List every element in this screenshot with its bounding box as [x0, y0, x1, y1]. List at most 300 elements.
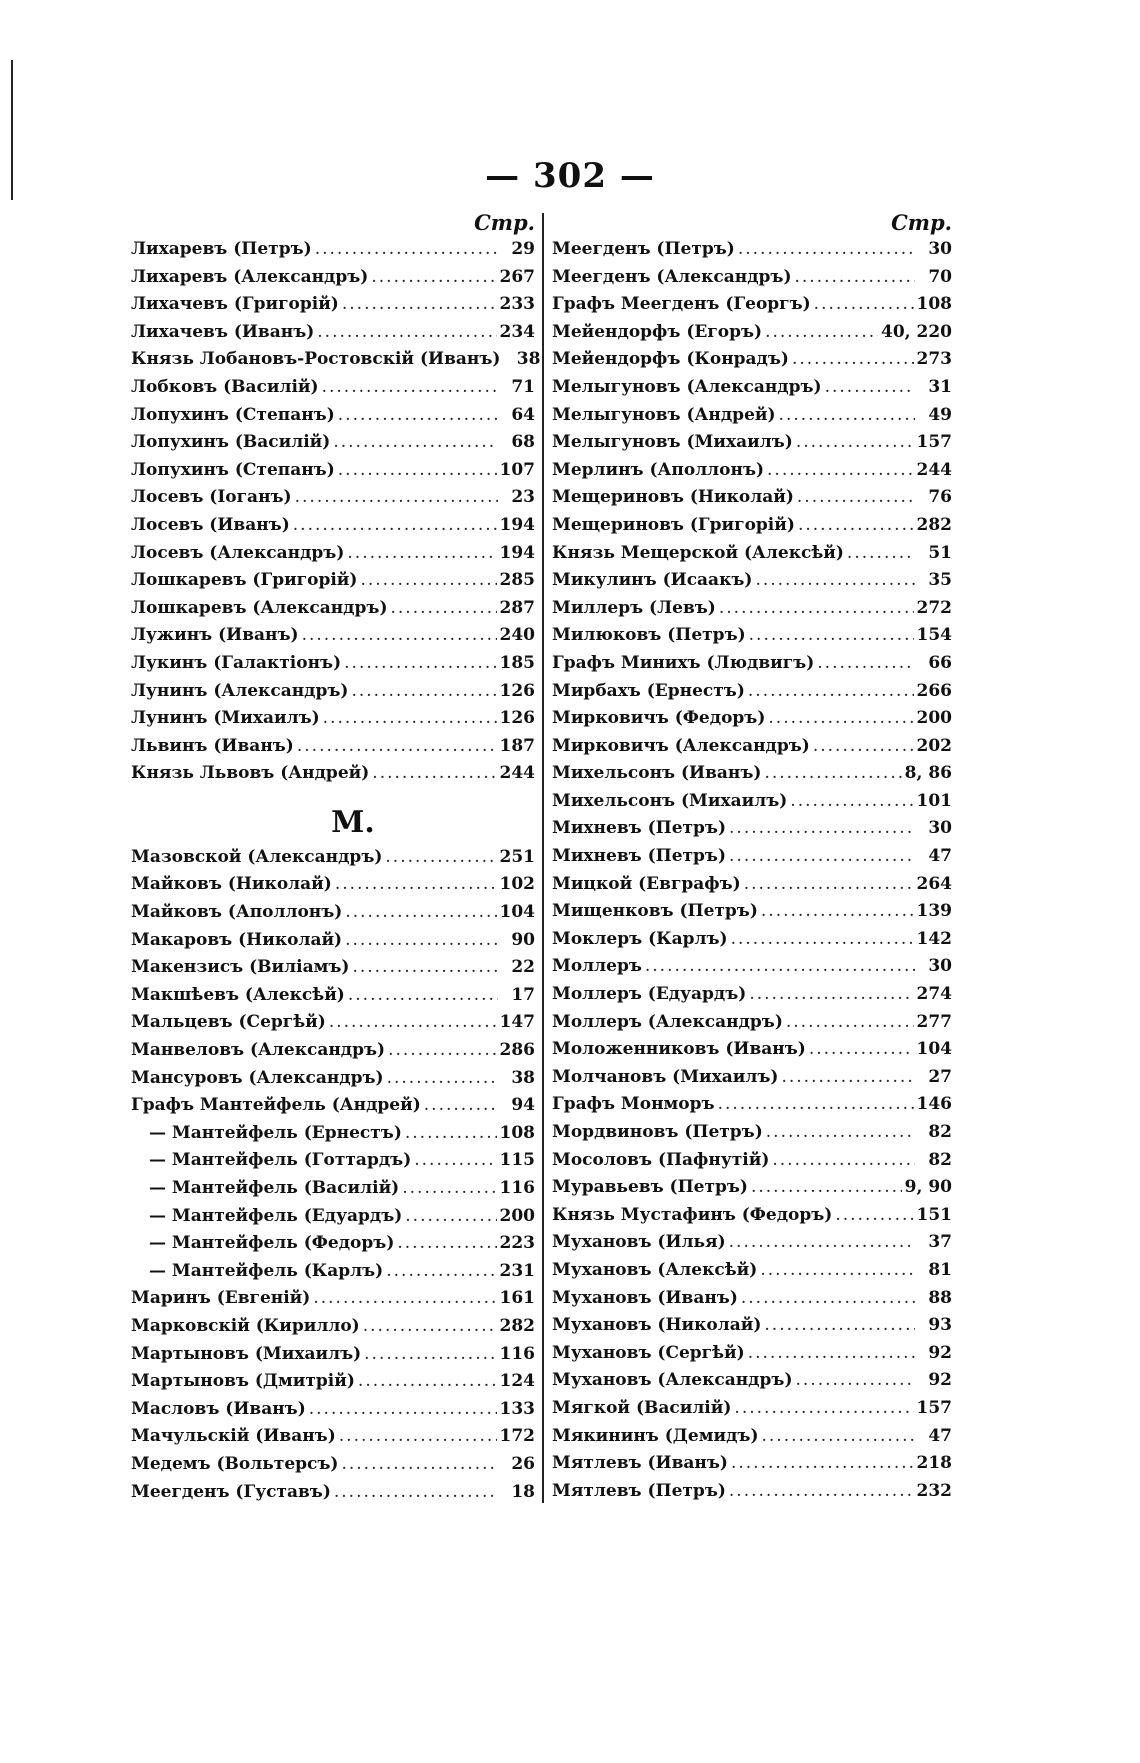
entry-page: 17 [511, 984, 535, 1005]
entry-name: Микулинъ (Исаакъ) [552, 570, 753, 591]
entry-page: 88 [928, 1287, 952, 1308]
entry-page: 264 [916, 873, 952, 894]
entry-name: Мухановъ (Сергѣй) [552, 1342, 745, 1363]
entry-name: Медемъ (Вольтерсъ) [131, 1453, 339, 1474]
leader-dots [302, 622, 497, 650]
leader-dots [792, 346, 914, 374]
leader-dots [755, 567, 915, 595]
index-entry [552, 512, 952, 540]
leader-dots [729, 1229, 915, 1257]
index-entry [552, 595, 952, 623]
index-entry [131, 429, 535, 457]
entry-page: 29 [511, 239, 535, 259]
entry-page: 93 [928, 1315, 952, 1336]
entry-name: Мицкой (Евграфъ) [552, 873, 741, 894]
entry-name: Мансуровъ (Александръ) [131, 1067, 384, 1088]
leader-dots [385, 844, 496, 872]
entry-page: 172 [499, 1426, 535, 1447]
index-entry [552, 650, 952, 678]
leader-dots [397, 1230, 496, 1258]
index-entry [552, 291, 952, 319]
leader-dots [391, 595, 497, 623]
leader-dots [334, 1479, 498, 1507]
entry-name: Лопухинъ (Степанъ) [131, 404, 335, 425]
leader-dots [339, 1423, 497, 1451]
leader-dots [315, 236, 498, 264]
entry-name: Майковъ (Николай) [131, 874, 332, 895]
right-column [552, 210, 952, 1505]
index-entry [552, 1257, 952, 1285]
page-column-header: Стр. [891, 210, 952, 235]
entry-page: 234 [499, 321, 535, 342]
leader-dots [387, 1065, 498, 1093]
entry-page: 47 [928, 846, 952, 867]
entry-name: Мирковичъ (Федоръ) [552, 708, 766, 729]
leader-dots [313, 1285, 496, 1313]
entry-name: Лошкаревъ (Александръ) [131, 597, 388, 618]
leader-dots [388, 1037, 496, 1065]
entry-name: Лунинъ (Михаилъ) [131, 708, 320, 729]
entry-name: Масловъ (Иванъ) [131, 1398, 306, 1419]
index-entry [131, 1037, 535, 1065]
index-entry [131, 1120, 535, 1148]
leader-dots [749, 981, 913, 1009]
index-entry [552, 567, 952, 595]
entry-page: 22 [511, 957, 535, 978]
entry-name: Лихаревъ (Александръ) [131, 266, 369, 287]
leader-dots [363, 1313, 497, 1341]
leader-dots [835, 1202, 913, 1230]
left-column [131, 210, 541, 1506]
index-entry [552, 1395, 952, 1423]
index-entry [552, 1423, 952, 1451]
entry-page: 200 [499, 1205, 535, 1226]
entry-name: Михневъ (Петръ) [552, 846, 727, 867]
index-entry [552, 733, 952, 761]
entry-page: 108 [916, 294, 952, 315]
leader-dots [741, 1285, 915, 1313]
entry-page: 49 [928, 404, 952, 425]
entry-page: 101 [916, 790, 952, 811]
leader-dots [645, 953, 915, 981]
entry-page: 82 [928, 1149, 952, 1170]
index-entry [552, 898, 952, 926]
leader-dots [338, 457, 497, 485]
entry-page: 51 [928, 542, 952, 563]
leader-dots [309, 1396, 497, 1424]
leader-dots [364, 1341, 496, 1369]
leader-dots [795, 264, 916, 292]
index-entry [131, 954, 535, 982]
leader-dots [352, 954, 498, 982]
index-entry [552, 760, 952, 788]
entry-name: Мухановъ (Илья) [552, 1232, 726, 1253]
entry-page: 104 [916, 1039, 952, 1060]
index-list [552, 236, 952, 1505]
entry-name: Меегденъ (Густавъ) [131, 1481, 331, 1502]
leader-dots [790, 788, 913, 816]
index-entry [552, 319, 952, 347]
index-entry [552, 926, 952, 954]
entry-name: Мягкой (Василій) [552, 1397, 732, 1418]
entry-name: Моллеръ (Едуардъ) [552, 984, 747, 1005]
leader-dots [748, 1340, 915, 1368]
leader-dots [798, 512, 914, 540]
index-entry [552, 429, 952, 457]
entry-page: 30 [928, 818, 952, 839]
entry-name: Графъ Меегденъ (Георгъ) [552, 294, 811, 315]
entry-page: 185 [499, 652, 535, 673]
entry-page: 30 [928, 956, 952, 977]
leader-dots [760, 1257, 915, 1285]
index-entry [552, 678, 952, 706]
entry-name: Мейендорфъ (Егоръ) [552, 321, 763, 342]
entry-name: Меегденъ (Александръ) [552, 266, 792, 287]
index-entry [131, 1451, 535, 1479]
index-entry [552, 1147, 952, 1175]
entry-page: 139 [916, 901, 952, 922]
entry-name: Князь Мещерской (Алексѣй) [552, 542, 844, 563]
entry-page: 147 [499, 1012, 535, 1033]
entry-page: 31 [928, 376, 952, 397]
entry-page: 240 [499, 625, 535, 646]
entry-page: 232 [916, 1480, 952, 1501]
entry-page: 27 [928, 1066, 952, 1087]
index-entry [131, 927, 535, 955]
entry-name: Лукинъ (Галактіонъ) [131, 652, 342, 673]
entry-page: 266 [916, 680, 952, 701]
index-entry [131, 650, 535, 678]
entry-name: Мирковичъ (Александръ) [552, 735, 810, 756]
leader-dots [333, 429, 498, 457]
entry-page: 194 [499, 542, 535, 563]
leader-dots [749, 622, 914, 650]
entry-page: 231 [499, 1260, 535, 1281]
leader-dots [371, 264, 496, 292]
entry-page: 94 [511, 1095, 535, 1116]
index-entry [131, 291, 535, 319]
entry-name: Михельсонъ (Иванъ) [552, 763, 762, 784]
leader-dots [344, 650, 496, 678]
index-list-b [131, 844, 535, 1506]
entry-page: 71 [511, 376, 535, 397]
entry-name: Михельсонъ (Михаилъ) [552, 790, 788, 811]
entry-name: Моклеръ (Карлъ) [552, 928, 728, 949]
entry-name: Лобковъ (Василій) [131, 376, 319, 397]
entry-page: 218 [916, 1453, 952, 1474]
entry-name: Мелыгуновъ (Александръ) [552, 376, 822, 397]
entry-name: Мятлевъ (Иванъ) [552, 1453, 728, 1474]
leader-dots [317, 319, 496, 347]
entry-name: Князь Львовъ (Андрей) [131, 763, 370, 784]
index-entry [131, 1285, 535, 1313]
index-entry [131, 982, 535, 1010]
entry-name: Майковъ (Аполлонъ) [131, 902, 343, 923]
index-entry [552, 374, 952, 402]
index-entry [552, 264, 952, 292]
leader-dots [405, 1203, 496, 1231]
index-entry [552, 871, 952, 899]
entry-name: Михневъ (Петръ) [552, 818, 727, 839]
index-entry [131, 595, 535, 623]
entry-name: Мордвиновъ (Петръ) [552, 1122, 763, 1142]
index-entry [131, 678, 535, 706]
leader-dots [414, 1147, 496, 1175]
entry-page: 68 [511, 432, 535, 453]
entry-name: Лосевъ (Александръ) [131, 542, 345, 563]
leader-dots [347, 540, 496, 568]
leader-dots [796, 429, 914, 457]
leader-dots [323, 705, 497, 733]
entry-page: 64 [511, 404, 535, 425]
leader-dots [767, 457, 913, 485]
leader-dots [348, 982, 498, 1010]
leader-dots [786, 1009, 914, 1037]
entry-name: Лосевъ (Іоганъ) [131, 487, 292, 508]
entry-page: 194 [499, 514, 535, 535]
index-entry [131, 1230, 535, 1258]
entry-name: Лихачевъ (Григорій) [131, 294, 339, 315]
leader-dots [779, 402, 915, 430]
entry-page: 274 [916, 984, 952, 1005]
entry-name: Макаровъ (Николай) [131, 929, 343, 950]
index-entry [131, 1258, 535, 1286]
index-entry [131, 1009, 535, 1037]
leader-dots [729, 1478, 914, 1506]
entry-page: 26 [511, 1453, 535, 1474]
entry-name: Мальцевъ (Сергѣй) [131, 1012, 326, 1033]
index-entry [131, 567, 535, 595]
entry-page: 272 [916, 597, 952, 618]
entry-page: 23 [511, 487, 535, 508]
entry-page: 115 [499, 1150, 535, 1171]
column-divider [542, 213, 544, 1503]
leader-dots [342, 291, 497, 319]
index-entry [552, 1312, 952, 1340]
index-entry [131, 264, 535, 292]
entry-page: 18 [511, 1481, 535, 1502]
entry-page: 81 [928, 1259, 952, 1280]
leader-dots [386, 1258, 496, 1286]
index-entry [131, 1147, 535, 1175]
index-entry [552, 1174, 952, 1202]
entry-name: Муравьевъ (Петръ) [552, 1177, 748, 1198]
index-entry [131, 512, 535, 540]
entry-page: 126 [499, 680, 535, 701]
entry-name: Лужинъ (Иванъ) [131, 625, 299, 646]
index-entry [131, 1479, 535, 1507]
entry-page: 92 [928, 1370, 952, 1391]
leader-dots [768, 705, 913, 733]
leader-dots [814, 291, 914, 319]
entry-name: Лопухинъ (Степанъ) [131, 459, 335, 480]
entry-name: — Мантейфель (Готтардъ) [149, 1150, 412, 1171]
leader-dots [345, 927, 498, 955]
entry-page: 287 [499, 597, 535, 618]
index-entry [552, 1119, 952, 1147]
leader-dots [351, 678, 496, 706]
index-entry [552, 540, 952, 568]
index-entry [131, 899, 535, 927]
index-entry [131, 236, 535, 264]
entry-name: Мартыновъ (Михаилъ) [131, 1343, 362, 1364]
entry-name: Моллеръ (Александръ) [552, 1011, 783, 1032]
entry-page: 157 [916, 1397, 952, 1418]
index-entry [552, 788, 952, 816]
entry-page: 35 [928, 570, 952, 591]
leader-dots [738, 236, 915, 264]
index-entry [552, 1478, 952, 1506]
index-entry [552, 346, 952, 374]
entry-page: 38 [516, 349, 541, 370]
entry-page: 70 [928, 266, 952, 287]
leader-dots [297, 733, 497, 761]
entry-name: Мухановъ (Иванъ) [552, 1287, 738, 1308]
entry-page: 151 [916, 1204, 952, 1225]
entry-page: 8, 86 [904, 763, 952, 784]
index-entry [131, 760, 535, 788]
index-entry [131, 622, 535, 650]
entry-name: Миллеръ (Левъ) [552, 597, 716, 618]
leader-dots [825, 374, 915, 402]
entry-name: Мухановъ (Николай) [552, 1315, 762, 1336]
leader-dots [734, 1395, 913, 1423]
index-entry [552, 981, 952, 1009]
leader-dots [731, 926, 914, 954]
entry-name: Мелыгуновъ (Михаилъ) [552, 432, 793, 453]
page-number: — 302 — [485, 156, 655, 196]
entry-name: Князь Мустафинъ (Федоръ) [552, 1204, 833, 1225]
index-entry [552, 236, 952, 264]
entry-page: 244 [499, 763, 535, 784]
index-entry [552, 815, 952, 843]
entry-page: 82 [928, 1122, 952, 1142]
entry-name: Мищенковъ (Петръ) [552, 901, 758, 922]
entry-name: Мякининъ (Демидъ) [552, 1425, 759, 1446]
entry-name: Лошкаревъ (Григорій) [131, 570, 358, 591]
index-entry [552, 1009, 952, 1037]
entry-name: Лихачевъ (Иванъ) [131, 321, 315, 342]
index-entry [552, 1202, 952, 1230]
leader-dots [772, 1147, 915, 1175]
entry-page: 285 [499, 570, 535, 591]
leader-dots [781, 1064, 915, 1092]
entry-name: Князь Лобановъ-Ростовскій (Иванъ) [131, 349, 501, 370]
index-entry [131, 1065, 535, 1093]
entry-name: Марковскій (Кирилло) [131, 1315, 360, 1336]
entry-page: 104 [499, 902, 535, 923]
index-entry [552, 705, 952, 733]
leader-dots [322, 374, 498, 402]
leader-dots [809, 1036, 914, 1064]
index-entry [131, 1396, 535, 1424]
leader-dots [293, 512, 497, 540]
entry-page: 282 [499, 1315, 535, 1336]
entry-name: Графъ Мантейфель (Андрей) [131, 1095, 421, 1116]
leader-dots [795, 1367, 915, 1395]
index-entry [131, 540, 535, 568]
leader-dots [718, 1091, 914, 1119]
leader-dots [335, 871, 497, 899]
leader-dots [345, 899, 496, 927]
leader-dots [402, 1175, 496, 1203]
leader-dots [797, 484, 915, 512]
leader-dots [813, 733, 914, 761]
entry-name: Мелыгуновъ (Андрей) [552, 404, 776, 425]
entry-name: Мухановъ (Александръ) [552, 1370, 793, 1391]
index-entry [552, 1340, 952, 1368]
index-entry [131, 1175, 535, 1203]
entry-name: Мерлинъ (Аполлонъ) [552, 459, 765, 480]
index-entry [131, 1423, 535, 1451]
leader-dots [360, 567, 496, 595]
entry-page: 200 [916, 708, 952, 729]
index-entry [131, 1313, 535, 1341]
entry-name: Графъ Монморъ [552, 1094, 715, 1115]
leader-dots [847, 540, 915, 568]
leader-dots [766, 1119, 915, 1147]
entry-name: Мятлевъ (Петръ) [552, 1480, 726, 1501]
entry-name: Мазовской (Александръ) [131, 846, 383, 867]
entry-page: 157 [916, 432, 952, 453]
entry-name: — Мантейфель (Карлъ) [149, 1260, 384, 1281]
entry-page: 40, 220 [881, 321, 952, 342]
entry-page: 38 [511, 1067, 535, 1088]
page-column-header: Стр. [474, 210, 535, 235]
entry-name: Мещериновъ (Григорій) [552, 514, 795, 535]
leader-dots [761, 1423, 915, 1451]
entry-name: Лосевъ (Иванъ) [131, 514, 290, 535]
entry-name: Моложенниковъ (Иванъ) [552, 1039, 806, 1060]
leader-dots [341, 1451, 498, 1479]
leader-dots [405, 1120, 497, 1148]
entry-page: 116 [499, 1178, 535, 1198]
entry-name: — Мантейфель (Ернестъ) [149, 1122, 402, 1143]
entry-page: 142 [916, 928, 952, 949]
entry-page: 273 [916, 349, 952, 370]
entry-page: 223 [499, 1233, 535, 1254]
entry-page: 267 [499, 266, 535, 287]
leader-dots [329, 1009, 497, 1037]
entry-page: 124 [499, 1371, 535, 1392]
entry-page: 116 [499, 1343, 535, 1364]
index-entry [552, 1367, 952, 1395]
entry-page: 286 [499, 1040, 535, 1061]
entry-page: 233 [499, 294, 535, 315]
entry-page: 282 [916, 514, 952, 535]
entry-name: Мачульскій (Иванъ) [131, 1426, 336, 1447]
index-entry [552, 1450, 952, 1478]
index-entry [552, 1064, 952, 1092]
index-entry [131, 402, 535, 430]
entry-name: Макензисъ (Виліамъ) [131, 957, 350, 978]
entry-page: 37 [928, 1232, 952, 1253]
leader-dots [751, 1174, 902, 1202]
leader-dots [764, 1312, 915, 1340]
entry-name: — Мантейфель (Василій) [149, 1178, 400, 1198]
index-entry [552, 843, 952, 871]
entry-page: 47 [928, 1425, 952, 1446]
entry-name: Меегденъ (Петръ) [552, 239, 735, 259]
entry-page: 9, 90 [904, 1177, 952, 1198]
leader-dots [729, 815, 915, 843]
leader-dots [731, 1450, 914, 1478]
entry-name: — Мантейфель (Федоръ) [149, 1233, 395, 1254]
entry-page: 126 [499, 708, 535, 729]
entry-page: 92 [928, 1342, 952, 1363]
entry-name: Макшѣевъ (Алексѣй) [131, 984, 345, 1005]
leader-dots [817, 650, 915, 678]
